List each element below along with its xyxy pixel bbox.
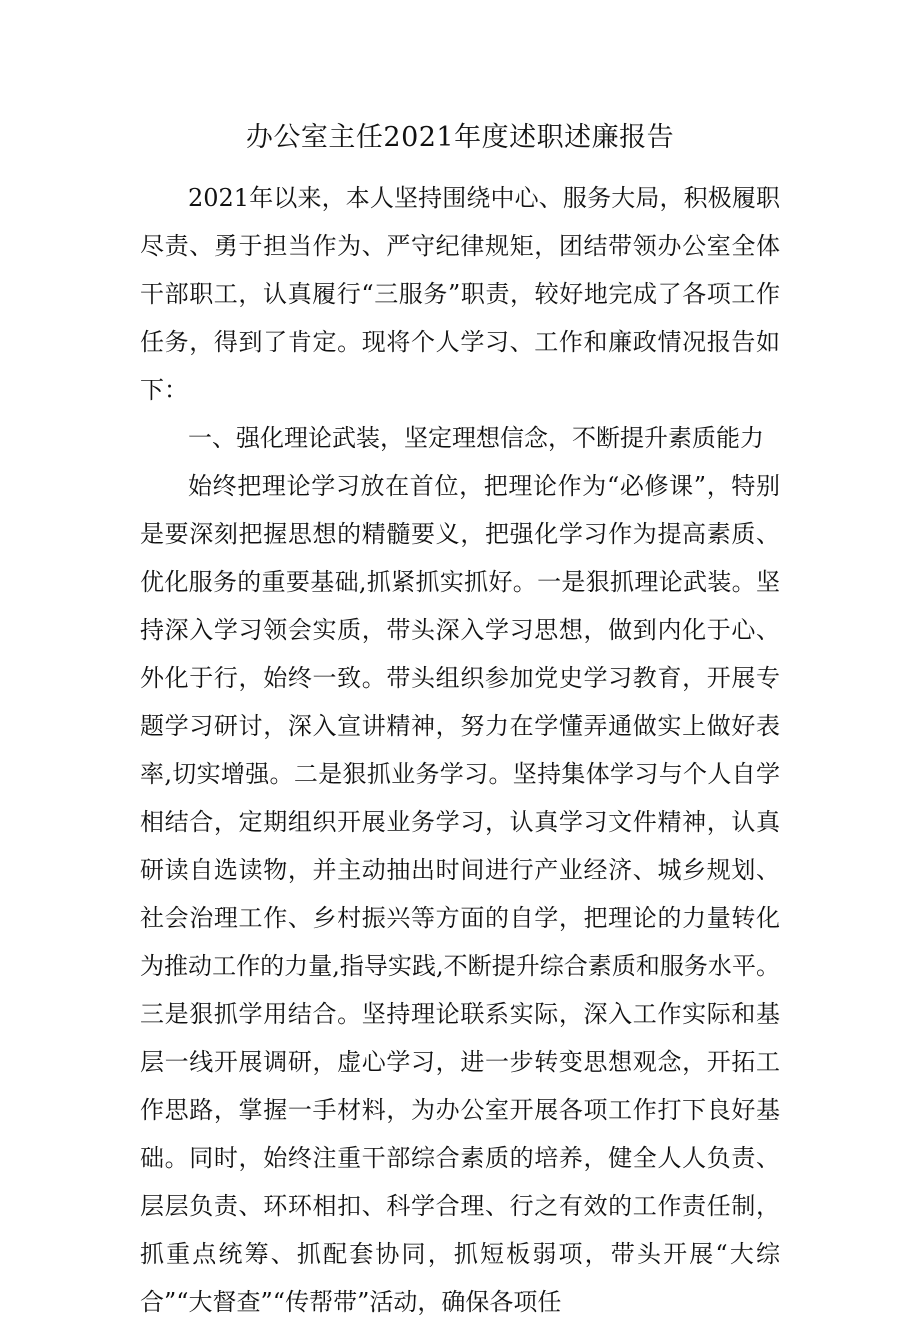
section-1-body-paragraph: 始终把理论学习放在首位，把理论作为“必修课”，特别是要深刻把握思想的精髓要义，把强化学习作为提高素质、优化服务的重要基础,抓紧抓实抓好。一是狠抓理论武装。坚持深入学习领会实质，带头深入学习思想，做到内化于心、外化于行，始终一致。带头组织参加党史学习教育，开展专题学习研讨，深入宣讲精神，努力在学懂弄通做实上做好表率,切实增强。二是狠抓业务学习。坚持集体学习与个人自学相结合，定期组织开展业务学习，认真学习文件精神，认真研读自选读物，并主动抽出时间进行产业经济、城乡规划、社会治理工作、乡村振兴等方面的自学，把理论的力量转化为推动工作的力量,指导实践,不断提升综合素质和服务水平。三是狠抓学用结合。坚持理论联系实际，深入工作实际和基层一线开展调研，虚心学习，进一步转变思想观念，开拓工作思路，掌握一手材料，为办公室开展各项工作打下良好基础。同时，始终注重干部综合素质的培养，健全人人负责、层层负责、环环相扣、科学合理、行之有效的工作责任制，抓重点统筹、抓配套协同，抓短板弱项，带头开展“大综合”“大督查”“传帮带”活动，确保各项任 — [140, 472, 780, 1316]
section-heading-1: 一、强化理论武装，坚定理想信念，不断提升素质能力 — [188, 424, 764, 452]
intro-paragraph: 2021年以来，本人坚持围绕中心、服务大局，积极履职尽责、勇于担当作为、严守纪律规矩，团结带领办公室全体干部职工，认真履行“三服务”职责，较好地完成了各项工作任务，得到了肯定。现将个人学习、工作和廉政情况报告如下： — [140, 184, 780, 404]
document-title: 办公室主任2021年度述职述廉报告 — [245, 122, 675, 153]
